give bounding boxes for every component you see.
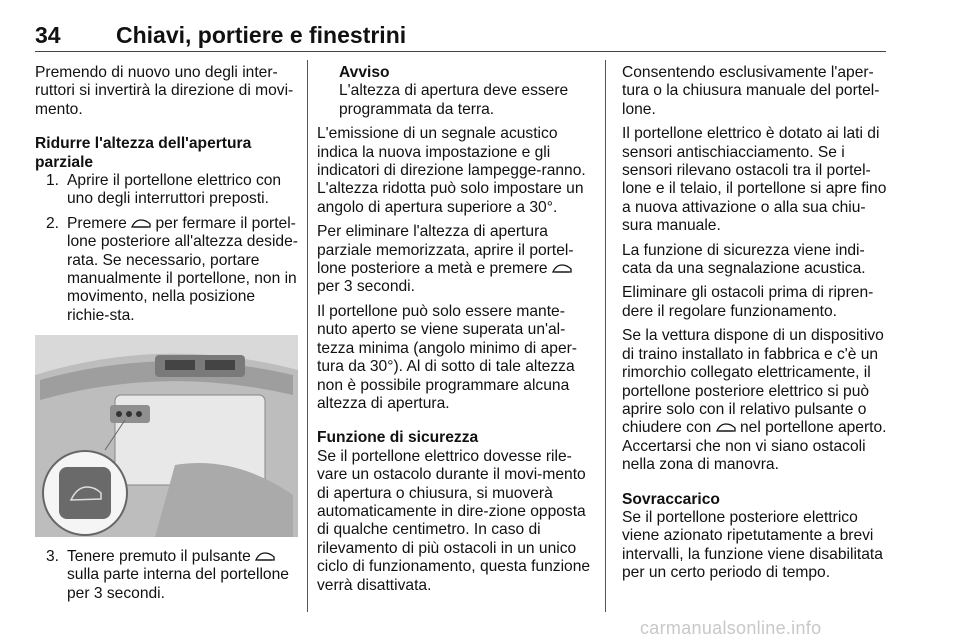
column-left	[35, 64, 299, 331]
column-divider-right	[605, 60, 606, 612]
step-number: 2.	[45, 214, 59, 232]
paragraph: L'emissione di un segnale acustico indica la nuova impostazione e gli indicatori di direzione lampegge-ranno. L'altezza ridotta può solo impostare un angolo di apertura superiore a 30°.	[317, 125, 586, 216]
tailgate-remote-icon	[552, 263, 572, 274]
paragraph: Se il portellone posteriore elettrico viene azionato ripetutamente a brevi intervalli, la funzione viene disabilitata per un certo periodo di tempo.	[622, 508, 883, 582]
paragraph: Consentendo esclusivamente l'aper-tura o la chiusura manuale del portel-lone.	[622, 64, 880, 118]
page-title: Chiavi, portiere e finestrini	[116, 22, 407, 48]
step-2	[35, 215, 299, 325]
section-heading: Ridurre l'altezza dell'apertura parziale	[35, 135, 252, 171]
paragraph: Per eliminare l'altezza di apertura parziale memorizzata, aprire il portel-lone posteriore a metà e premere per 3 secondi.	[317, 223, 574, 296]
step-text: Premere per fermare il portel-lone posteriore all'altezza deside-rata. Se necessario, portare manualmente il portellone, non in movimento, nella posizione richie-sta.	[67, 214, 298, 324]
step-number: 1.	[45, 172, 59, 190]
paragraph: Eliminare gli ostacoli prima di ripren-dere il regolare funzionamento.	[622, 284, 874, 320]
paragraph: Se la vettura dispone di un dispositivo di traino installato in fabbrica e c'è un rimorchio collegato elettricamente, il portellone posteriore elettrico si può aprire solo con il relativo pulsante o chiudere con nel portellone aperto. Accertarsi che non vi siano ostacoli nella zona di manovra.	[622, 327, 887, 474]
step-3	[35, 548, 299, 603]
tailgate-remote-icon	[131, 218, 151, 229]
header-rule	[35, 51, 886, 52]
tailgate-remote-icon	[716, 422, 736, 433]
section-heading: Funzione di sicurezza	[317, 429, 479, 447]
paragraph: Se il portellone elettrico dovesse rile-vare un ostacolo durante il movi-mento di apertura o chiusura, si muoverà automaticamente in dire-zione opposta di qualche centimetro. In caso di rilevamento di più ostacoli in un unico ciclo di funzionamento, questa funzione verrà disattivata.	[317, 447, 591, 594]
step-1	[35, 172, 299, 209]
column-right	[622, 64, 888, 589]
note-box	[317, 64, 592, 119]
step-text: Tenere premuto il pulsante sulla parte interna del portellone per 3 secondi.	[67, 548, 289, 602]
section-heading: Sovraccarico	[622, 490, 720, 508]
watermark: carmanualsonline.info	[640, 618, 822, 638]
paragraph: Il portellone può solo essere mante-nuto aperto se viene superata un'al-tezza minima (angolo minimo di aper-tura da 30°). Al di sotto di tale altezza non è possibile programmare alcuna altezza di apertura.	[317, 302, 577, 412]
tailgate-illustration	[35, 335, 298, 537]
column-divider-left	[307, 60, 308, 612]
page-number: 34	[35, 22, 61, 48]
paragraph: La funzione di sicurezza viene indi-cata da una segnalazione acustica.	[622, 241, 866, 278]
paragraph: Il portellone elettrico è dotato ai lati di sensori antischiacciamento. Se i sensori rilevano ostacoli tra il portel-lone e il telaio, il portellone si apre fino a nuova attivazione o alla sua chiu-sura manuale.	[622, 125, 887, 235]
step-text: Aprire il portellone elettrico con uno degli interruttori preposti.	[67, 172, 282, 208]
note-title: Avviso	[339, 64, 390, 81]
note-text: L'altezza di apertura deve essere programmata da terra.	[339, 82, 569, 118]
step-number: 3.	[45, 548, 59, 565]
column-middle	[317, 64, 592, 601]
intro-paragraph: Premendo di nuovo uno degli inter-ruttori si invertirà la direzione di movi-mento.	[35, 64, 294, 118]
tailgate-remote-icon	[255, 551, 275, 562]
